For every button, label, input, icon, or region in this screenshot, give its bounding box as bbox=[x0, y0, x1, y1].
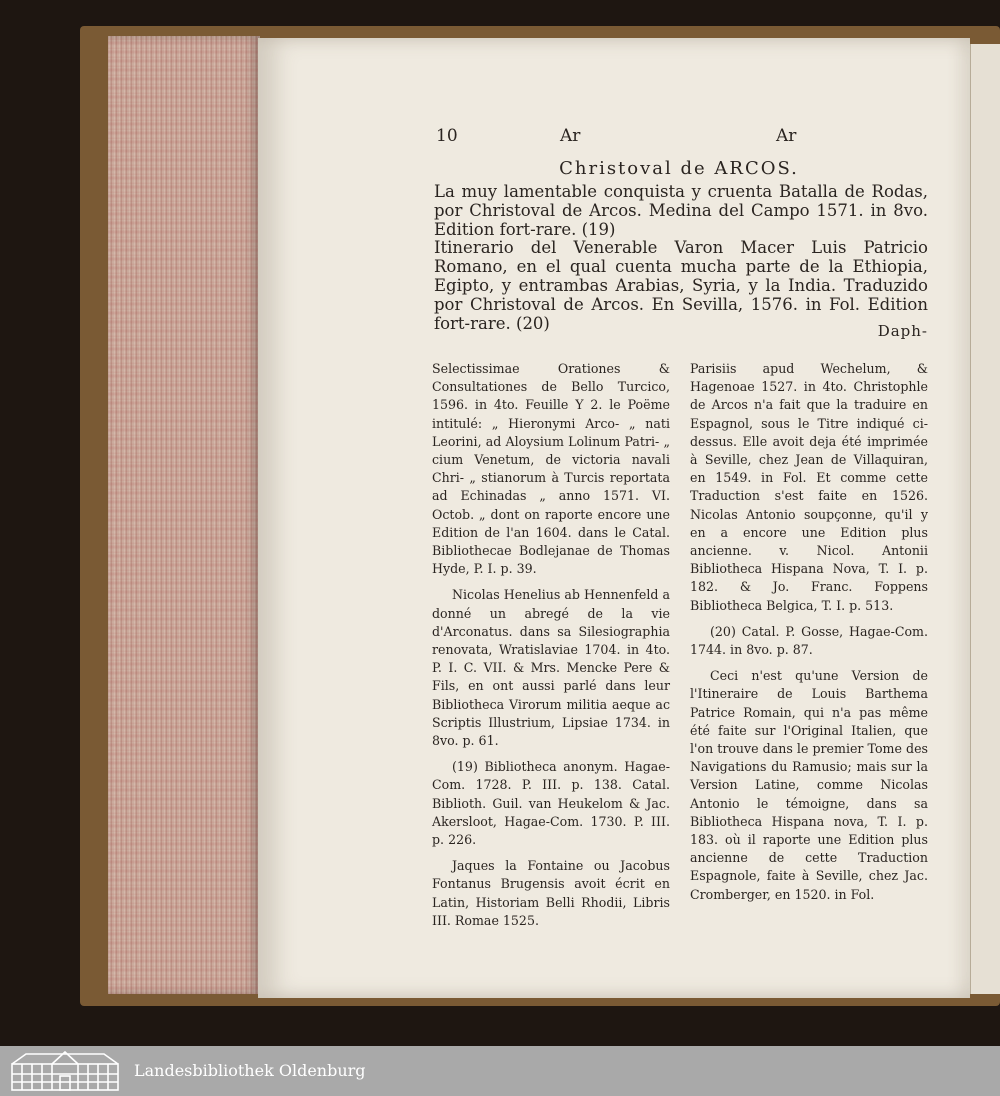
note-paragraph: Nicolas Henelius ab Hennenfeld a donné un abregé de la vie d'Arconatus. dans sa Silesiographia renovata, Wratislaviae 1704. in 4to. P. I. C. VII. & Mrs. Mencke Pere & Fils, en ont aussi parlé dans leur Bibliotheca Virorum militia aeque ac Scriptis Illustrium, Lipsiae 1734. in 8vo. p. 61. bbox=[432, 587, 670, 749]
page-edges-speckle bbox=[108, 36, 260, 994]
running-head-left: Ar bbox=[560, 126, 581, 146]
catchword: Daph- bbox=[877, 322, 928, 340]
page-number: 10 bbox=[436, 126, 458, 146]
notes-column-right bbox=[690, 360, 928, 912]
facing-page-edge bbox=[970, 44, 1000, 994]
note-paragraph: (19) Bibliotheca anonym. Hagae-Com. 1728. P. III. p. 138. Catal. Biblioth. Guil. van Heukelom & Jac. Akersloot, Hagae-Com. 1730. P. III. p. 226. bbox=[432, 759, 670, 848]
running-head-right: Ar bbox=[776, 126, 797, 146]
entry-text-2: Itinerario del Venerable Varon Macer Luis Patricio Romano, en el qual cuenta mucha parte de la Ethiopia, Egipto, y entrambas Arabias, Syria, y la India. Traduzido por Christoval de Arcos. En Sevilla, 1576. in Fol. Edition fort-rare. (20) bbox=[434, 238, 928, 333]
note-paragraph: Ceci n'est qu'une Version de l'Itineraire de Louis Barthema Patrice Romain, qui n'a pas même été faite sur l'Original Italien, que l'on trouve dans le premier Tome des Navigations du Ramusio; mais sur la Version Latine, comme Nicolas Antonio le témoigne, dans sa Bibliotheca Hispana nova, T. I. p. 183. où il raporte une Edition plus ancienne de cette Traduction Espagnole, faite à Seville, chez Jac. Cromberger, en 1520. in Fol. bbox=[690, 668, 928, 902]
institution-name: Landesbibliothek Oldenburg bbox=[134, 1061, 366, 1080]
note-paragraph: (20) Catal. P. Gosse, Hagae-Com. 1744. in 8vo. p. 87. bbox=[690, 623, 928, 658]
entry-heading: Christoval de ARCOS. bbox=[559, 158, 799, 179]
entry-text-1: La muy lamentable conquista y cruenta Batalla de Rodas, por Christoval de Arcos. Medina del Campo 1571. in 8vo. Edition fort-rare. (19) bbox=[434, 182, 928, 239]
notes-column-left bbox=[432, 360, 670, 938]
library-building-icon bbox=[8, 1050, 122, 1092]
note-paragraph: Selectissimae Orationes & Consultationes de Bello Turcico, 1596. in 4to. Feuille Y 2. le Poëme intitulé: „ Hieronymi Arco- „ nati Leorini, ad Aloysium Lolinum Patri- „ cium Venetum, de victoria navali Chri- „ stianorum à Turcis reportata ad Echinadas „ anno 1571. VI. Octob. „ dont on raporte encore une Edition de l'an 1604. dans le Catal. Bibliothecae Bodlejanae de Thomas Hyde, P. I. p. 39. bbox=[432, 361, 670, 577]
note-paragraph: Parisiis apud Wechelum, & Hagenoae 1527. in 4to. Christophle de Arcos n'a fait que la traduire en Espagnol, sous le Titre indiqué ci-dessus. Elle avoit deja été imprimée à Seville, chez Jean de Villaquiran, en 1549. in Fol. Et comme cette Traduction s'est faite en 1526. Nicolas Antonio soupçonne, qu'il y en a encore une Edition plus ancienne. v. Nicol. Antonii Bibliotheca Hispana Nova, T. I. p. 182. & Jo. Franc. Foppens Bibliotheca Belgica, T. I. p. 513. bbox=[690, 361, 928, 613]
note-paragraph: Jaques la Fontaine ou Jacobus Fontanus Brugensis avoit écrit en Latin, Historiam Belli Rhodii, Libris III. Romae 1525. bbox=[432, 858, 670, 928]
footer-bar bbox=[0, 1046, 1000, 1096]
